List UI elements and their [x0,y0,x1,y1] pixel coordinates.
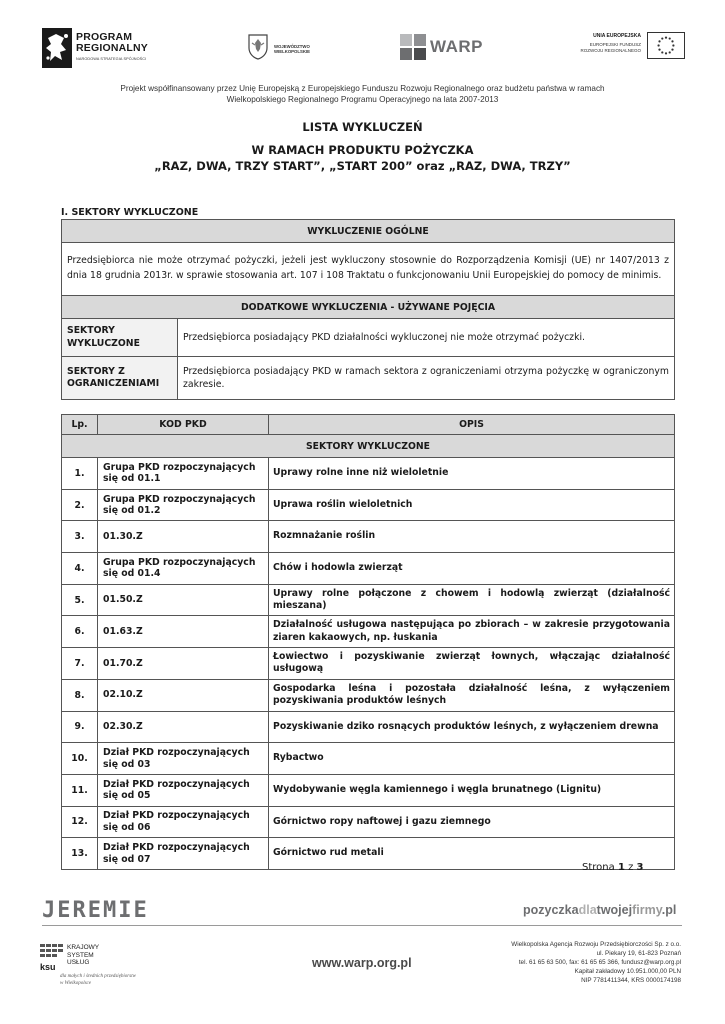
warp-text: WARP [430,37,483,56]
eu-flag-icon [647,32,685,59]
col-lp-header: Lp. [62,415,98,435]
term-definition: Przedsiębiorca posiadający PKD działalności wykluczonej nie może otrzymać pożyczki. [178,319,675,357]
page-prefix: Strona [582,862,615,873]
table-row [62,679,675,711]
table-row [62,553,675,585]
program-line3: NARODOWA STRATEGIA SPÓJNOŚCI [76,57,147,61]
row-lp: 11. [62,774,98,806]
row-opis: Uprawy rolne inne niż wieloletnie [269,458,675,490]
company-address [511,940,681,985]
row-kod-pkd: 02.30.Z [98,711,269,743]
term-row [62,319,675,357]
ksu-script [60,974,136,987]
ksu-line1: KRAJOWY [67,944,100,951]
program-line1: PROGRAM [76,31,133,43]
addr-line2: ul. Piekary 19, 61-823 Poznań [596,950,681,958]
row-lp: 5. [62,584,98,616]
pkd-subheader: SEKTORY WYKLUCZONE [62,435,675,458]
addr-line5: NIP 7781411344, KRS 0000174198 [581,977,681,985]
row-opis: Chów i hodowla zwierząt [269,553,675,585]
table-row [62,806,675,838]
col-opis-header: OPIS [269,415,675,435]
website-link[interactable]: www.warp.org.pl [312,956,412,970]
eu-line2: EUROPEJSKI FUNDUSZ [589,42,641,47]
title-line2: W RAMACH PRODUKTU POŻYCZKA [251,143,474,157]
pozyczka-part4: firmy [632,903,662,917]
ksu-grid-icon [40,944,64,958]
title-line1: LISTA WYKLUCZEŃ [302,120,423,134]
pozyczka-logo [523,903,676,917]
wlkp-text [274,44,310,54]
title-line3: „RAZ, DWA, TRZY START”, „START 200” oraz „RAZ, DWA, TRZY” [154,159,571,173]
row-opis: Uprawy rolne połączone z chowem i hodowlą zwierząt (działalność mieszana) [269,584,675,616]
eu-logo [575,32,685,66]
row-kod-pkd: Dział PKD rozpoczynających się od 06 [98,806,269,838]
program-regionalny-logo [42,28,182,70]
term-definition: Przedsiębiorca posiadający PKD w ramach sektora z ograniczeniami otrzyma pożyczkę w ograniczonym zakresie. [178,357,675,400]
document-title [0,120,725,173]
table-row [62,521,675,553]
col-kod-header: KOD PKD [98,415,269,435]
warp-logo [400,34,500,64]
row-lp: 10. [62,743,98,775]
table-row [62,489,675,521]
eu-line3: ROZWOJU REGIONALNEGO [580,48,641,53]
page-total: 3 [636,862,644,873]
row-lp: 3. [62,521,98,553]
term-label: SEKTORY WYKLUCZONE [62,319,178,357]
row-kod-pkd: Grupa PKD rozpoczynających się od 01.4 [98,553,269,585]
eu-fund-text [580,42,641,54]
row-lp: 7. [62,648,98,680]
ksu-script1: dla małych i średnich przedsiębiorstw [60,974,136,979]
addr-line4: Kapitał zakładowy 10.951.000,00 PLN [574,968,681,976]
row-opis: Łowiectwo i pozyskiwanie zwierząt łownych, włączając działalność usługową [269,648,675,680]
row-lp: 2. [62,489,98,521]
row-lp: 1. [62,458,98,490]
row-opis: Rybactwo [269,743,675,775]
footer-divider [42,925,682,926]
pkd-header-row [62,415,675,435]
wielkopolskie-logo [248,34,328,66]
program-mark-icon [42,28,72,68]
pkd-exclusions-table [61,414,675,870]
row-kod-pkd: Dział PKD rozpoczynających się od 03 [98,743,269,775]
pkd-table-body [62,435,675,870]
table-row [62,648,675,680]
pozyczka-part1: pozyczka [523,903,579,917]
pkd-subheader-row [62,435,675,458]
project-funding-text [0,83,725,105]
row-lp: 4. [62,553,98,585]
pozyczka-part2: dla [578,903,597,917]
row-lp: 8. [62,679,98,711]
row-kod-pkd: Dział PKD rozpoczynających się od 07 [98,838,269,870]
table-row [62,711,675,743]
row-kod-pkd: Dział PKD rozpoczynających się od 05 [98,774,269,806]
table-row [62,616,675,648]
addr-line3: tel. 61 65 63 500, fax: 61 65 65 366, fundusz@warp.org.pl [518,959,681,967]
project-line1: Projekt współfinansowany przez Unię Europejską z Europejskiego Funduszu Rozwoju Regionalnego oraz budżetu państwa w ramach [120,84,605,93]
row-opis: Wydobywanie węgla kamiennego i węgla brunatnego (Lignitu) [269,774,675,806]
wlkp-line1: WOJEWÓDZTWO [274,44,310,49]
row-kod-pkd: 01.70.Z [98,648,269,680]
row-kod-pkd: 02.10.Z [98,679,269,711]
row-lp: 9. [62,711,98,743]
table-row [62,774,675,806]
ksu-line2: SYSTEM [67,951,94,959]
exclusions-general-table [61,219,675,400]
terms-header-row [62,296,675,319]
warp-squares-icon [400,34,426,60]
general-header-row [62,220,675,243]
table-row [62,743,675,775]
wlkp-line2: WIELKOPOLSKIE [274,49,311,54]
page-number [582,862,644,873]
project-line2: Wielkopolskiego Regionalnego Programu Operacyjnego na lata 2007-2013 [226,95,499,104]
pozyczka-part3: twojej [596,903,633,917]
row-kod-pkd: 01.50.Z [98,584,269,616]
ksu-line3: USŁUG [67,959,90,966]
general-text: Przedsiębiorca nie może otrzymać pożyczki, jeżeli jest wykluczony stosownie do Rozporządzenia Komisji (UE) nr 1407/2013 z dnia 18 grudnia 2013r. w sprawie stosowania art. 107 i 108 Traktatu o funkcjonowaniu Unii Europejskiej do pomocy de minimis. [62,243,675,296]
term-label: SEKTORY Z OGRANICZENIAMI [62,357,178,400]
row-kod-pkd: Grupa PKD rozpoczynających się od 01.1 [98,458,269,490]
ksu-label: ksu [40,962,56,972]
row-opis: Rozmnażanie roślin [269,521,675,553]
table-row [62,584,675,616]
ksu-words [67,944,99,967]
row-kod-pkd: 01.30.Z [98,521,269,553]
page-current: 1 [617,862,625,873]
header-logos [0,26,725,76]
eu-line1: UNIA EUROPEJSKA [593,33,641,39]
row-opis: Uprawa roślin wieloletnich [269,489,675,521]
row-opis: Pozyskiwanie dziko rosnących produktów leśnych, z wyłączeniem drewna [269,711,675,743]
row-opis: Górnictwo ropy naftowej i gazu ziemnego [269,806,675,838]
addr-line1: Wielkopolska Agencja Rozwoju Przedsiębiorczości Sp. z o.o. [511,941,681,948]
row-opis: Działalność usługowa następująca po zbiorach – w zakresie przygotowania ziaren kakaowych, np. łuskania [269,616,675,648]
ksu-logo [40,944,136,988]
jeremie-logo: JEREMIE [42,898,149,923]
program-line2: REGIONALNY [76,42,149,54]
ksu-script2: w Wielkopolsce [60,980,91,986]
row-lp: 13. [62,838,98,870]
pozyczka-part5: .pl [661,903,677,917]
term-row [62,357,675,400]
section-heading: I. SEKTORY WYKLUCZONE [61,207,199,218]
general-header: WYKLUCZENIE OGÓLNE [62,220,675,243]
row-opis: Górnictwo rud metali [269,838,675,870]
crest-icon [248,34,268,60]
general-text-row [62,243,675,296]
row-lp: 12. [62,806,98,838]
terms-header: DODATKOWE WYKLUCZENIA - UŻYWANE POJĘCIA [62,296,675,319]
row-lp: 6. [62,616,98,648]
page-of: z [628,862,634,873]
row-kod-pkd: Grupa PKD rozpoczynających się od 01.2 [98,489,269,521]
table-row [62,458,675,490]
row-opis: Gospodarka leśna i pozostała działalność leśna, z wyłączeniem pozyskiwania produktów leśnych [269,679,675,711]
row-kod-pkd: 01.63.Z [98,616,269,648]
